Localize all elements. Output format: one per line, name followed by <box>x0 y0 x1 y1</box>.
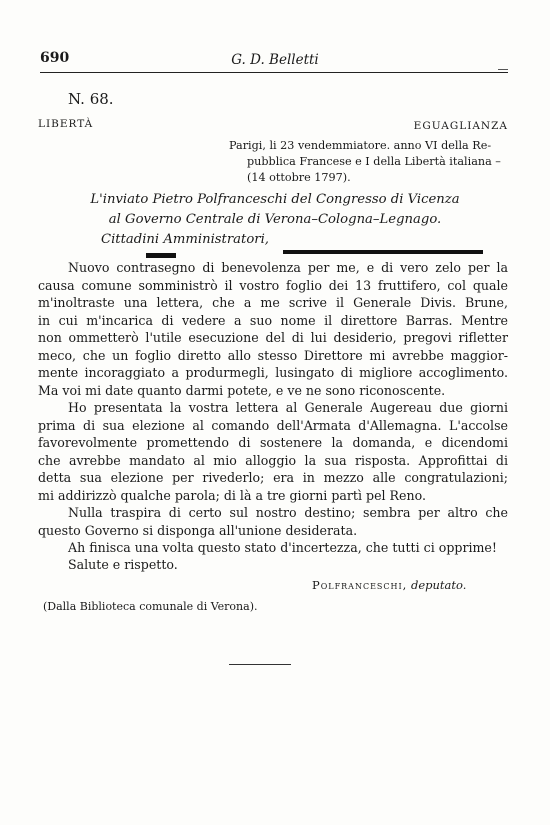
text-line: questo Governo si disponga all'unione desiderata. <box>38 522 358 538</box>
motto-eguaglianza: EGUAGLIANZA <box>413 120 508 132</box>
end-rule <box>229 664 291 665</box>
redaction-mark <box>283 250 483 254</box>
text-line: Ma voi mi date quanto darmi potete, e ve ne sono riconoscente. <box>38 382 446 398</box>
signature-name: Polfranceschi, <box>312 578 408 592</box>
text-line: Salute e rispetto. <box>68 557 178 572</box>
source-note: (Dalla Biblioteca comunale di Verona). <box>43 600 258 613</box>
letter-paragraph-4 <box>68 539 508 557</box>
text-line: che avrebbe mandato al mio alloggio la sua risposta. Approfittai di <box>38 452 508 468</box>
heading-line: al Governo Centrale di Verona–Cologna–Legnago. <box>108 212 442 227</box>
text-line: causa comune somministrò il vostro foglio dei 13 fruttifero, col quale <box>38 277 508 293</box>
redaction-mark <box>146 253 176 258</box>
text-line: favorevolmente promettendo di sostenere la domanda, e dicendomi <box>38 435 508 450</box>
dateline-line: (14 ottobre 1797). <box>247 171 351 184</box>
dateline <box>229 138 501 186</box>
letter-number: N. 68. <box>68 90 114 108</box>
text-line: non ommetterò l'utile esecuzione del di lui desiderio, pregovi rifletter <box>38 330 508 345</box>
text-line: m'inoltraste una lettera, che a me scrive il Generale Divis. Brune, <box>38 295 508 310</box>
text-line: Nulla traspira di certo sul nostro destino; sembra per altro che <box>68 505 508 520</box>
text-line: Nuovo contrasegno di benevolenza per me, e di vero zelo per la <box>68 260 508 275</box>
text-line: meco, che un foglio diretto allo stesso Direttore mi avrebbe maggior- <box>38 347 508 363</box>
letter-paragraph-2 <box>38 399 508 504</box>
text-line: mente incoraggiato a produrmegli, lusingato di migliore accoglimento. <box>38 365 508 380</box>
header-rule <box>40 72 508 73</box>
dateline-line: pubblica Francese e I della Libertà italiana – <box>247 155 501 168</box>
text-line: Ho presentata la vostra lettera al Generale Augereau due giorni <box>68 400 508 415</box>
signature <box>312 578 466 592</box>
text-line: in cui m'incarica di vedere a suo nome il direttore Barras. Mentre <box>38 312 508 328</box>
page-number: 690 <box>40 50 70 66</box>
text-line: mi addirizzò qualche parola; di là a tre giorni partì pel Reno. <box>38 487 426 503</box>
letter-paragraph-5 <box>68 556 508 574</box>
salutation: Cittadini Amministratori, <box>101 232 269 247</box>
text-line: Ah finisca una volta questo stato d'incertezza, che tutti ci opprime! <box>68 540 497 555</box>
letter-paragraph-1 <box>38 259 508 399</box>
text-line: prima di sua elezione al comando dell'Armata d'Allemagna. L'accolse <box>38 417 508 433</box>
signature-title: deputato. <box>410 578 467 592</box>
text-line: detta sua elezione per rivederlo; era in mezzo alle congratulazioni; <box>38 470 508 485</box>
running-title: G. D. Belletti <box>231 52 319 68</box>
dateline-line: Parigi, li 23 vendemmiatore. anno VI della Re- <box>229 139 492 152</box>
motto-liberta: LIBERTÀ <box>38 118 94 130</box>
letter-paragraph-3 <box>38 504 508 539</box>
letter-heading <box>0 190 550 230</box>
heading-line: L'inviato Pietro Polfranceschi del Congresso di Vicenza <box>90 192 460 207</box>
